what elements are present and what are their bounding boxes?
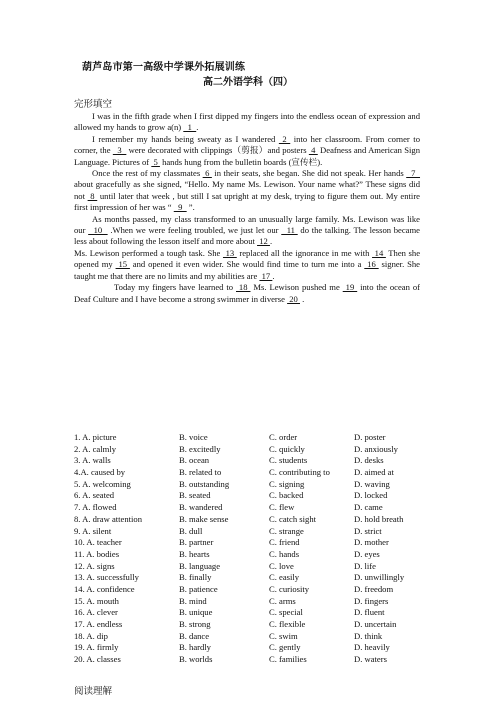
option-b: B. dull xyxy=(179,525,203,536)
option-b: B. related to xyxy=(179,467,222,478)
cloze-blank: 4 xyxy=(308,145,318,156)
option-row xyxy=(74,607,434,619)
cloze-blank: 12 xyxy=(257,236,270,247)
option-c: C. backed xyxy=(269,490,304,501)
option-d: D. locked xyxy=(354,490,388,501)
option-b: B. dance xyxy=(179,630,210,641)
option-d: D. fingers xyxy=(354,595,389,606)
option-a: 3. A. walls xyxy=(74,455,111,466)
option-b: B. make sense xyxy=(179,513,229,524)
passage-paragraph: As months passed, my class transformed to an unusually large family. Ms. Lewison was like our 10 .When we were feeling troubled, we just let our 11 do the talking. The lesson became less about following the lesson itself and more about 12 . xyxy=(74,213,420,247)
option-a: 11. A. bodies xyxy=(74,548,120,559)
cloze-blank: 3 xyxy=(112,145,127,156)
passage-paragraph: I was in the fifth grade when I first dipped my fingers into the endless ocean of expression and allowed my hands to grow a(n) 1 . xyxy=(74,111,420,133)
option-row xyxy=(74,526,434,538)
option-d: D. waving xyxy=(354,478,390,489)
option-d: D. life xyxy=(354,560,376,571)
option-a: 6. A. seated xyxy=(74,490,115,501)
cloze-blank: 2 xyxy=(278,133,291,144)
option-c: C. contributing to xyxy=(269,467,330,478)
option-c: C. hands xyxy=(269,548,300,559)
option-row xyxy=(74,467,434,479)
option-a: 4.A. caused by xyxy=(74,467,126,478)
passage-paragraph: I remember my hands being sweaty as I wandered 2 into her classroom. From corner to corner, the 3 were decorated with clippings（剪报）and posters 4 Deafness and American Sign Language. Pictures of 5 hands hung from the bulletin boards (宣传栏). xyxy=(74,133,421,167)
option-a: 16. A. clever xyxy=(74,607,118,618)
option-row xyxy=(74,642,434,654)
option-d: D. fluent xyxy=(354,607,385,618)
section-title-cloze: 完形填空 xyxy=(74,99,113,110)
option-b: B. voice xyxy=(179,432,208,442)
option-c: C. gently xyxy=(269,642,301,653)
option-a: 2. A. calmly xyxy=(74,443,117,454)
option-b: B. outstanding xyxy=(179,478,230,489)
cloze-blank: 7 xyxy=(406,168,421,179)
option-d: D. desks xyxy=(354,455,384,466)
cloze-blank: 14 xyxy=(372,247,386,258)
option-a: 18. A. dip xyxy=(74,630,108,641)
cloze-blank: 20 xyxy=(287,293,300,304)
cloze-blank: 13 xyxy=(222,247,237,258)
option-c: C. arms xyxy=(269,595,296,606)
option-row xyxy=(74,654,434,666)
option-c: C. swim xyxy=(269,630,298,641)
option-d: D. think xyxy=(354,630,383,641)
option-a: 15. A. mouth xyxy=(74,595,119,606)
option-b: B. seated xyxy=(179,490,211,501)
option-row xyxy=(74,631,434,643)
option-row xyxy=(74,490,434,502)
option-d: D. hold breath xyxy=(354,513,404,524)
option-b: B. ocean xyxy=(179,455,210,466)
option-row xyxy=(74,514,434,526)
option-d: D. heavily xyxy=(354,642,390,653)
option-b: B. hearts xyxy=(179,548,210,559)
option-a: 12. A. signs xyxy=(74,560,115,571)
answer-options xyxy=(74,432,434,666)
option-c: C. families xyxy=(269,654,307,665)
option-row xyxy=(74,572,434,584)
option-c: C. flew xyxy=(269,502,295,513)
school-header: 葫芦岛市第一高级中学课外拓展训练 xyxy=(82,62,246,73)
option-a: 1. A. picture xyxy=(74,432,117,442)
option-d: D. unwillingly xyxy=(354,572,405,583)
cloze-blank: 11 xyxy=(281,225,298,236)
cloze-blank: 6 xyxy=(202,168,212,179)
option-c: C. flexible xyxy=(269,619,306,629)
option-b: B. finally xyxy=(179,572,212,583)
option-d: D. waters xyxy=(354,654,387,665)
cloze-passage xyxy=(74,111,420,305)
option-a: 14. A. confidence xyxy=(74,583,135,594)
cloze-blank: 1 xyxy=(183,122,197,133)
option-row xyxy=(74,444,434,456)
option-c: C. catch sight xyxy=(269,513,317,524)
option-d: D. came xyxy=(354,502,383,513)
option-a: 20. A. classes xyxy=(74,654,121,665)
option-a: 17. A. endless xyxy=(74,619,123,629)
option-row xyxy=(74,596,434,608)
cloze-blank: 18 xyxy=(236,282,251,293)
option-c: C. friend xyxy=(269,537,300,548)
cloze-blank: 9 xyxy=(173,202,187,213)
option-b: B. unique xyxy=(179,607,213,618)
cloze-blank: 19 xyxy=(342,282,358,293)
option-c: C. quickly xyxy=(269,443,305,454)
option-d: D. poster xyxy=(354,432,386,442)
section-title-reading: 阅读理解 xyxy=(74,686,113,697)
option-d: D. mother xyxy=(354,537,389,548)
option-d: D. uncertain xyxy=(354,619,397,629)
option-a: 7. A. flowed xyxy=(74,502,117,513)
cloze-blank: 10 xyxy=(88,225,108,236)
option-b: B. mind xyxy=(179,595,207,606)
option-d: D. anxiously xyxy=(354,443,398,454)
option-d: D. freedom xyxy=(354,583,394,594)
option-c: C. order xyxy=(269,432,298,442)
option-d: D. aimed at xyxy=(354,467,394,478)
option-b: B. language xyxy=(179,560,221,571)
cloze-blank: 8 xyxy=(87,190,98,201)
option-c: C. easily xyxy=(269,572,300,583)
option-row xyxy=(74,537,434,549)
option-c: C. curiosity xyxy=(269,583,310,594)
option-c: C. signing xyxy=(269,478,305,489)
option-row xyxy=(74,502,434,514)
passage-paragraph: Once the rest of my classmates 6 in their seats, she began. She did not speak. Her hands 7 about gracefully as she signed, “Hello. My name Ms. Lewison. Your name what?” These signs did not 8 until later that week , but still I sat upright at my desk, trying to figure them out. My entire first impression of her was “ 9 ”. xyxy=(74,168,421,213)
option-b: B. hardly xyxy=(179,642,211,653)
cloze-blank: 5 xyxy=(151,156,160,167)
option-row xyxy=(74,479,434,491)
option-d: D. eyes xyxy=(354,548,380,559)
option-a: 13. A. successfully xyxy=(74,572,139,583)
option-a: 19. A. firmly xyxy=(74,642,119,653)
option-row xyxy=(74,584,434,596)
option-b: B. partner xyxy=(179,537,214,548)
passage-paragraph: Ms. Lewison performed a tough task. She 13 replaced all the ignorance in me with 14 Then she opened my 15 and opened it even wider. She would find time to turn me into a 16 signer. She taught me that there are no limits and my abilities are 17 . xyxy=(74,247,421,281)
option-a: 10. A. teacher xyxy=(74,537,122,548)
option-row xyxy=(74,549,434,561)
option-b: B. strong xyxy=(179,619,211,629)
option-c: C. love xyxy=(269,560,294,571)
option-b: B. patience xyxy=(179,583,218,594)
option-row xyxy=(74,455,434,467)
cloze-blank: 15 xyxy=(115,259,130,270)
option-b: B. wandered xyxy=(179,502,223,513)
cloze-blank: 16 xyxy=(364,259,379,270)
option-d: D. strict xyxy=(354,525,382,536)
option-c: C. students xyxy=(269,455,308,466)
cloze-blank: 17 xyxy=(259,270,273,281)
option-row xyxy=(74,561,434,573)
option-a: 5. A. welcoming xyxy=(74,478,131,489)
option-b: B. excitedly xyxy=(179,443,221,454)
document-subtitle: 高二外语学科（四） xyxy=(203,77,293,88)
option-b: B. worlds xyxy=(179,654,213,665)
option-row xyxy=(74,432,434,444)
option-c: C. special xyxy=(269,607,303,618)
option-a: 8. A. draw attention xyxy=(74,513,143,524)
option-a: 9. A. silent xyxy=(74,525,112,536)
option-row xyxy=(74,619,434,631)
passage-paragraph: Today my fingers have learned to 18 Ms. Lewison pushed me 19 into the ocean of Deaf Culture and I have become a strong swimmer in diverse 20 . xyxy=(74,282,420,304)
option-c: C. strange xyxy=(269,525,304,536)
